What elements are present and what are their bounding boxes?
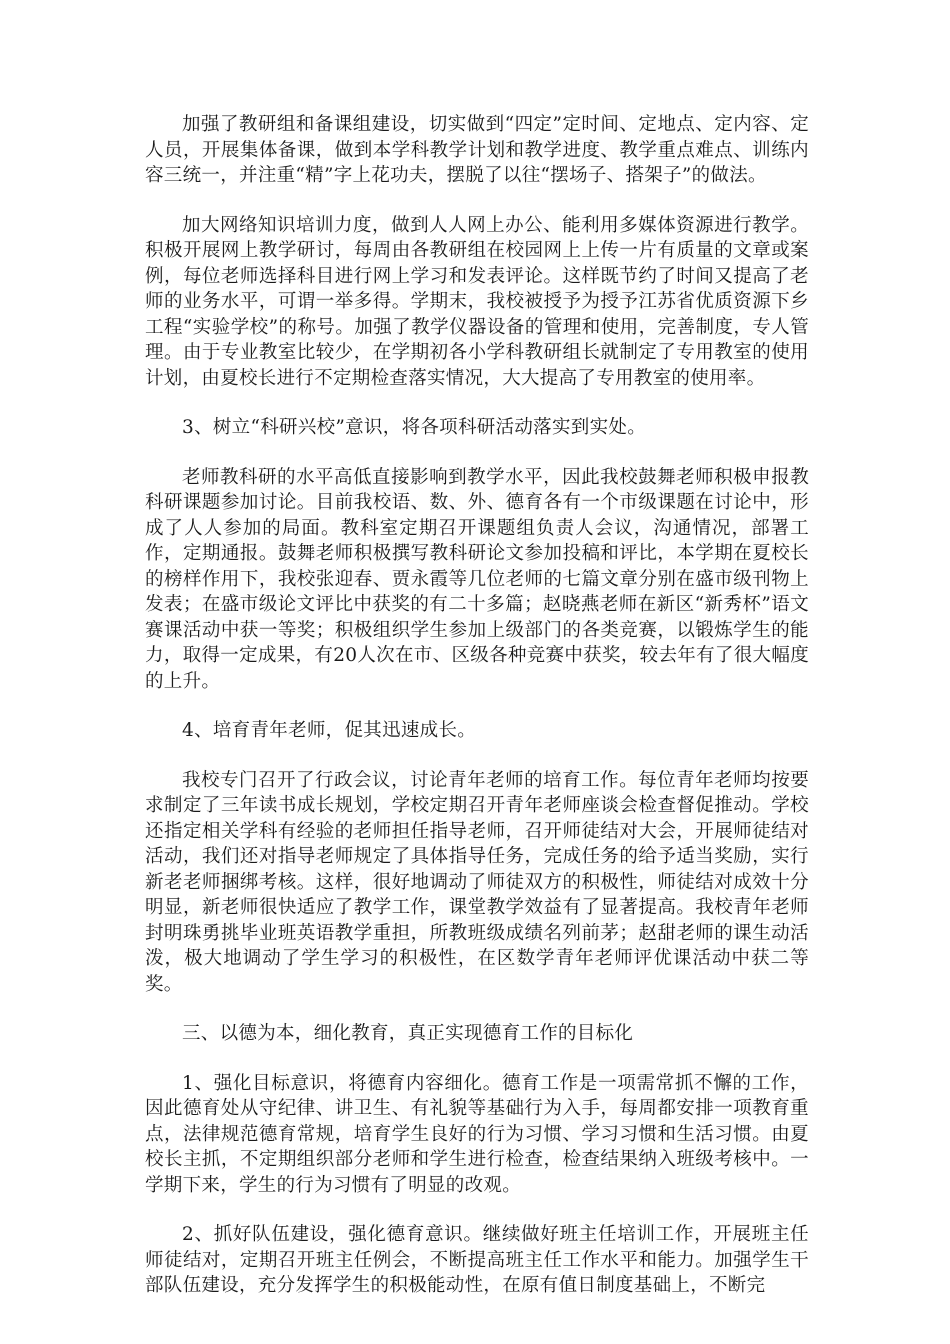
- paragraph-target-awareness: 1、强化目标意识，将德育内容细化。德育工作是一项需常抓不懈的工作，因此德育处从守纪律、讲卫生、有礼貌等基础行为入手，每周都安排一项教育重点，法律规范德育常规，培育学生良好的行为习惯、学习习惯和生活习惯。由夏校长主抓，不定期组织部分老师和学生进行检查，检查结果纳入班级考核中。一学期下来，学生的行为习惯有了明显的改观。: [145, 1072, 809, 1196]
- heading-research-awareness: 3、树立“科研兴校”意识，将各项科研活动落实到实处。: [182, 417, 646, 438]
- heading-young-teachers: 4、培育青年老师，促其迅速成长。: [182, 720, 477, 741]
- paragraph-team-building: 2、抓好队伍建设，强化德育意识。继续做好班主任培训工作，开展班主任师徒结对，定期召开班主任例会，不断提高班主任工作水平和能力。加强学生干部队伍建设，充分发挥学生的积极能动性，在原有值日制度基础上，不断完: [145, 1224, 809, 1296]
- paragraph-research-level: 老师教科研的水平高低直接影响到教学水平，因此我校鼓舞老师积极申报教科研课题参加讨论。目前我校语、数、外、德育各有一个市级课题在讨论中，形成了人人参加的局面。教科室定期召开课题组负责人会议，沟通情况，部署工作，定期通报。鼓舞老师积极撰写教科研论文参加投稿和评比，本学期在夏校长的榜样作用下，我校张迎春、贾永霞等几位老师的七篇文章分别在盛市级刊物上发表；在盛市级论文评比中获奖的有二十多篇；赵晓燕老师在新区“新秀杯”语文赛课活动中获一等奖；积极组织学生参加上级部门的各类竞赛，以锻炼学生的能力，取得一定成果，有20人次在市、区级各种竞赛中获奖，较去年有了很大幅度的上升。: [145, 466, 809, 692]
- heading-moral-education: 三、以德为本，细化教育，真正实现德育工作的目标化: [182, 1023, 634, 1044]
- paragraph-teaching-groups: 加强了教研组和备课组建设，切实做到“四定”定时间、定地点、定内容、定人员，开展集体备课，做到本学科教学计划和教学进度、教学重点难点、训练内容三统一，并注重“精”字上花功夫，摆脱了以往“摆场子、搭架子”的做法。: [145, 114, 809, 186]
- paragraph-network-training: 加大网络知识培训力度，做到人人网上办公、能利用多媒体资源进行教学。积极开展网上教学研讨，每周由各教研组在校园网上上传一片有质量的文章或案例，每位老师选择科目进行网上学习和发表评论。这样既节约了时间又提高了老师的业务水平，可谓一举多得。学期末，我校被授予为授予江苏省优质资源下乡工程“实验学校”的称号。加强了教学仪器设备的管理和使用，完善制度，专人管理。由于专业教室比较少，在学期初各小学科教研组长就制定了专用教室的使用计划，由夏校长进行不定期检查落实情况，大大提高了专用教室的使用率。: [145, 214, 809, 389]
- paragraph-young-teachers: 我校专门召开了行政会议，讨论青年老师的培育工作。每位青年老师均按要求制定了三年读书成长规划，学校定期召开青年老师座谈会检查督促推动。学校还指定相关学科有经验的老师担任指导老师，召开师徒结对大会，开展师徒结对活动，我们还对指导老师规定了具体指导任务，完成任务的给予适当奖励，实行新老老师捆绑考核。这样，很好地调动了师徒双方的积极性，师徒结对成效十分明显，新老师很快适应了教学工作，课堂教学效益有了显著提高。我校青年老师封明珠勇挑毕业班英语教学重担，所教班级成绩名列前茅；赵甜老师的课生动活泼，极大地调动了学生学习的积极性，在区数学青年老师评优课活动中获二等奖。: [145, 769, 809, 995]
- document-body: [145, 112, 809, 1323]
